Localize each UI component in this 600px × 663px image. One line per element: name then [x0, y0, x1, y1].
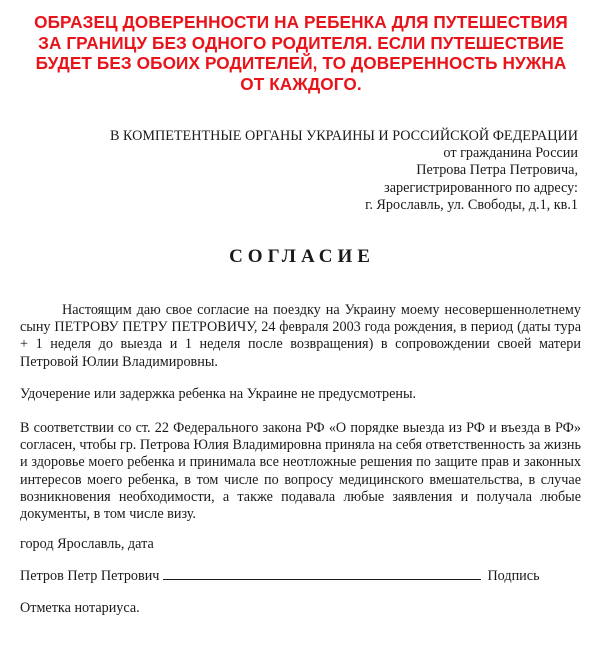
document-title: СОГЛАСИЕ [229, 246, 375, 267]
signature-row [20, 567, 581, 585]
signature-label: Подпись [487, 568, 540, 584]
warning-line: ОБРАЗЕЦ ДОВЕРЕННОСТИ НА РЕБЕНКА ДЛЯ ПУТЕШЕСТВИЯ [34, 12, 568, 32]
no-adoption-paragraph: Удочерение или задержка ребенка на Украине не предусмотрены. [20, 386, 417, 402]
consent-text: Настоящим даю свое согласие на поездку на Украину моему несовершеннолетнему сыну ПЕТРОВУ ПЕТРУ ПЕТРОВИЧУ, 24 февраля 2003 года рождения, в период (даты тура + 1 неделя до выезда и 1 неделя после возвращения) в сопровождении своей матери Петровой Юлии Владимировны. [20, 302, 581, 370]
responsibility-paragraph: В соответствии со ст. 22 Федерального закона РФ «О порядке выезда из РФ и въезда в РФ» согласен, чтобы гр. Петрова Юлия Владимировна приняла на себя ответственность за жизнь и здоровье моего ребенка и принимала все неотложные решения по защите прав и законных интересов моего ребенка, в том числе по вопросу медицинского вмешательства, в случае возникновения необходимости, а также подавала любые заявления и получала любые документы, в том числе визу. [20, 420, 581, 523]
signature-line [163, 567, 481, 580]
addressee-name: Петрова Петра Петровича, [416, 162, 578, 179]
warning-line: ЗА ГРАНИЦУ БЕЗ ОДНОГО РОДИТЕЛЯ. ЕСЛИ ПУТЕШЕСТВИЕ [38, 32, 564, 53]
warning-line: ОТ КАЖДОГО. [240, 73, 362, 94]
consent-paragraph [20, 302, 581, 371]
notary-mark: Отметка нотариуса. [20, 600, 140, 616]
addressee-authority: В КОМПЕТЕНТНЫЕ ОРГАНЫ УКРАИНЫ И РОССИЙСКОЙ ФЕДЕРАЦИИ [110, 128, 578, 144]
signer-name: Петров Петр Петрович [20, 568, 160, 584]
addressee-block [18, 128, 578, 214]
addressee-registered: зарегистрированного по адресу: [384, 179, 578, 196]
addressee-address: г. Ярославль, ул. Свободы, д.1, кв.1 [365, 196, 578, 213]
sample-warning-heading [18, 12, 584, 94]
addressee-from: от гражданина России [443, 145, 578, 162]
warning-line: БУДЕТ БЕЗ ОБОИХ РОДИТЕЛЕЙ, ТО ДОВЕРЕННОСТЬ НУЖНА [35, 53, 567, 73]
city-date: город Ярославль, дата [20, 536, 154, 552]
